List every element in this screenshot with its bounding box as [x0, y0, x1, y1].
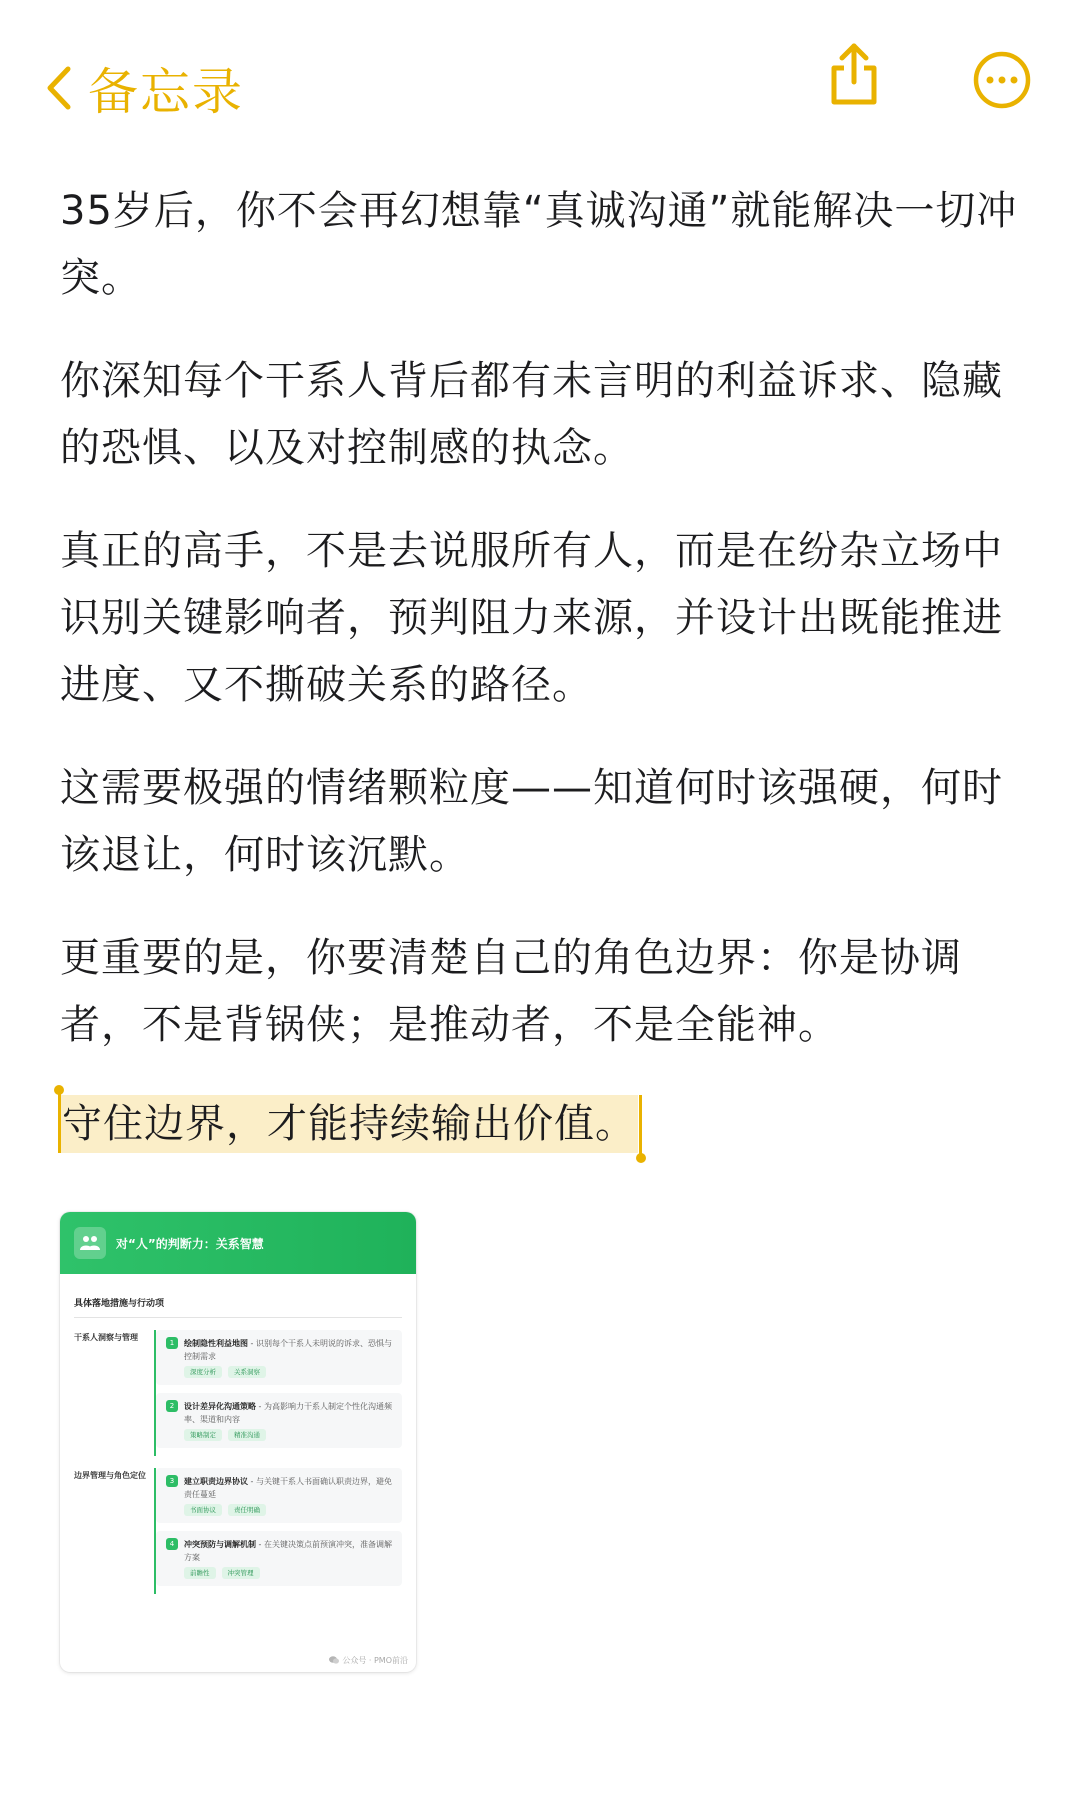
item-text — [184, 1337, 396, 1378]
group-label: 边界管理与角色定位 — [74, 1471, 146, 1480]
note-paragraph: 真正的高手，不是去说服所有人，而是在纷杂立场中识别关键影响者，预判阻力来源，并设计出既能推进进度、又不撕破关系的路径。 — [60, 528, 1003, 708]
watermark-text: 公众号 · PMO前沿 — [342, 1656, 408, 1665]
tag: 精准沟通 — [228, 1429, 266, 1441]
text-selection[interactable] — [60, 1095, 638, 1153]
item-desc: - 识别每个干系人未明说的诉求、恐惧与控制需求 — [184, 1339, 392, 1361]
share-button[interactable] — [826, 42, 882, 112]
item-text — [184, 1400, 396, 1441]
action-item — [156, 1531, 402, 1586]
action-item — [156, 1330, 402, 1385]
item-text — [184, 1475, 396, 1516]
embedded-image-card[interactable] — [60, 1212, 416, 1672]
tag: 责任明确 — [228, 1504, 266, 1516]
tag: 书面协议 — [184, 1504, 222, 1516]
note-paragraph: 你深知每个干系人背后都有未言明的利益诉求、隐藏的恐惧、以及对控制感的执念。 — [60, 358, 1003, 471]
item-title: 设计差异化沟通策略 — [184, 1402, 256, 1411]
people-icon — [74, 1227, 106, 1259]
tag: 策略制定 — [184, 1429, 222, 1441]
wechat-icon — [329, 1656, 339, 1666]
card-title: 对“人”的判断力：关系智慧 — [116, 1236, 264, 1251]
group-label: 干系人洞察与管理 — [74, 1333, 138, 1342]
tag-list — [184, 1429, 396, 1441]
chevron-left-icon — [44, 63, 74, 113]
tag: 关系洞察 — [228, 1366, 266, 1378]
note-paragraph: 35岁后，你不会再幻想靠“真诚沟通”就能解决一切冲突。 — [60, 188, 1018, 301]
item-number: 2 — [166, 1400, 178, 1412]
item-title: 冲突预防与调解机制 — [184, 1540, 256, 1549]
more-button[interactable] — [972, 50, 1032, 114]
group-items — [154, 1330, 402, 1456]
card-group — [74, 1330, 402, 1456]
more-icon — [972, 95, 1032, 114]
group-items — [154, 1468, 402, 1594]
card-body — [60, 1274, 416, 1594]
tag: 前瞻性 — [184, 1567, 216, 1579]
selection-start-caret — [58, 1091, 61, 1153]
selected-text: 守住边界，才能持续输出价值。 — [60, 1095, 638, 1153]
item-desc: - 为高影响力干系人制定个性化沟通频率、渠道和内容 — [184, 1402, 392, 1424]
item-number: 4 — [166, 1538, 178, 1550]
share-icon — [826, 93, 882, 112]
item-desc: - 与关键干系人书面确认职责边界，避免责任蔓延 — [184, 1477, 392, 1499]
selection-end-caret — [639, 1095, 642, 1157]
navigation-bar — [0, 0, 1080, 160]
note-body[interactable] — [60, 178, 1026, 1153]
tag-list — [184, 1504, 396, 1516]
card-group — [74, 1468, 402, 1594]
tag-list — [184, 1567, 396, 1579]
item-number: 1 — [166, 1337, 178, 1349]
note-paragraph: 这需要极强的情绪颗粒度——知道何时该强硬，何时该退让，何时该沉默。 — [60, 765, 1003, 878]
card-header — [60, 1212, 416, 1274]
item-title: 绘制隐性利益地图 — [184, 1339, 248, 1348]
item-title: 建立职责边界协议 — [184, 1477, 248, 1486]
tag: 深度分析 — [184, 1366, 222, 1378]
action-item — [156, 1468, 402, 1523]
tag-list — [184, 1366, 396, 1378]
action-item — [156, 1393, 402, 1448]
back-button[interactable] — [44, 52, 244, 124]
selection-end-handle[interactable] — [636, 1153, 646, 1163]
note-paragraph: 更重要的是，你要清楚自己的角色边界：你是协调者，不是背锅侠；是推动者，不是全能神。 — [60, 935, 962, 1048]
tag: 冲突管理 — [222, 1567, 260, 1579]
back-label: 备忘录 — [88, 63, 244, 121]
card-subtitle: 具体落地措施与行动项 — [74, 1274, 402, 1318]
item-number: 3 — [166, 1475, 178, 1487]
item-desc: - 在关键决策点前预演冲突，准备调解方案 — [184, 1540, 392, 1562]
item-text — [184, 1538, 396, 1579]
watermark — [329, 1655, 408, 1666]
